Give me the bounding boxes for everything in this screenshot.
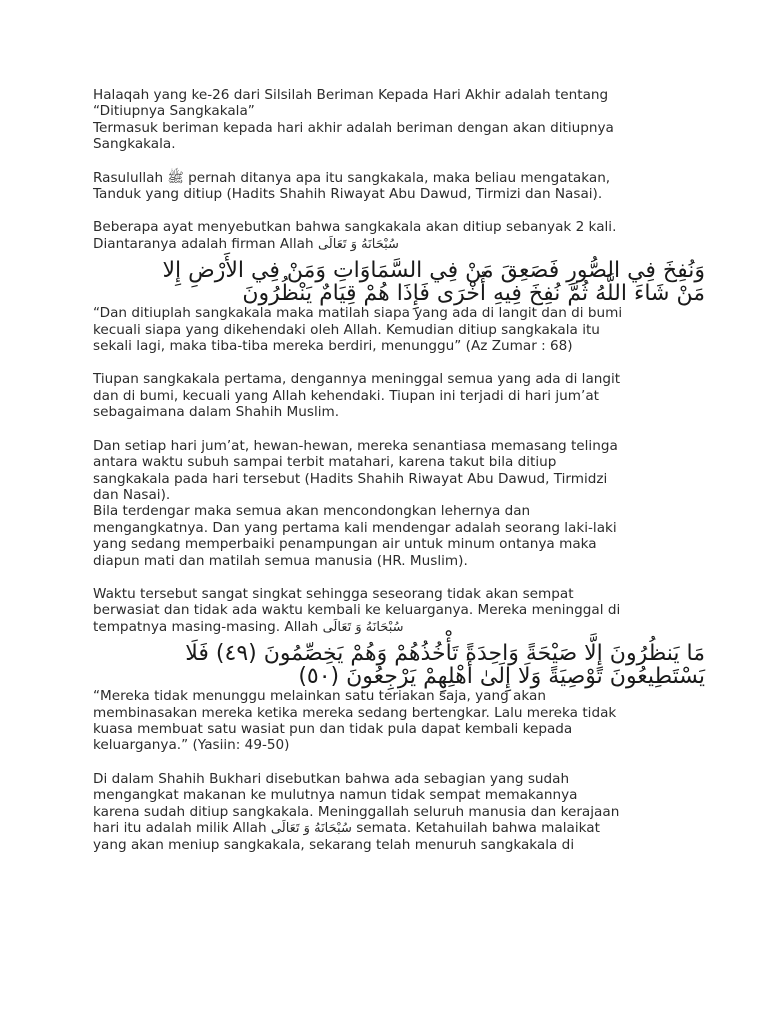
paragraph-ayat-intro bbox=[93, 219, 705, 253]
text-line: sebagaimana dalam Shahih Muslim. bbox=[93, 404, 340, 421]
text-line bbox=[93, 820, 705, 837]
text-line: berwasiat dan tidak ada waktu kembali ke keluarganya. Mereka meninggal di bbox=[93, 602, 621, 619]
text-fragment: hari itu adalah milik Allah bbox=[93, 820, 267, 836]
text-line: sangkakala pada hari tersebut (Hadits Shahih Riwayat Abu Dawud, Tirmidzi bbox=[93, 470, 608, 487]
text-fragment: Diantaranya adalah firman Allah bbox=[93, 235, 314, 252]
text-line: membinasakan mereka ketika mereka sedang bertengkar. Lalu mereka tidak bbox=[93, 704, 617, 721]
text-line: kuasa membuat satu wasiat pun dan tidak pula dapat kembali kepada bbox=[93, 720, 573, 737]
text-line: yang sedang memperbaiki penampungan air untuk minum ontanya maka bbox=[93, 536, 597, 553]
document-page bbox=[93, 87, 705, 871]
paragraph-bukhari bbox=[93, 771, 705, 854]
paragraph-friday bbox=[93, 438, 705, 569]
text-line: Di dalam Shahih Bukhari disebutkan bahwa ada sebagian yang sudah bbox=[93, 770, 570, 787]
text-line: diapun mati dan matilah semua manusia (HR. Muslim). bbox=[93, 552, 468, 569]
text-line: Sangkakala. bbox=[93, 136, 176, 153]
text-line bbox=[93, 236, 705, 253]
text-line: Termasuk beriman kepada hari akhir adalah beriman dengan akan ditiupnya bbox=[93, 119, 614, 136]
text-line: kecuali siapa yang dikehendaki oleh Allah. Kemudian ditiup sangkakala itu bbox=[93, 321, 600, 338]
arabic-honorific: سُبْحَانَهُ وَ تَعَالَى bbox=[317, 236, 399, 252]
arabic-verse-yasin bbox=[93, 642, 705, 688]
text-line: “Ditiupnya Sangkakala” bbox=[93, 103, 255, 120]
paragraph-translation-az-zumar bbox=[93, 305, 705, 354]
text-line: keluarganya.” (Yasiin: 49-50) bbox=[93, 737, 290, 754]
text-line: “Dan ditiuplah sangkakala maka matilah siapa yang ada di langit dan di bumi bbox=[93, 305, 623, 322]
arabic-verse-az-zumar bbox=[93, 259, 705, 305]
text-line: Tiupan sangkakala pertama, dengannya meninggal semua yang ada di langit bbox=[93, 371, 621, 388]
arabic-honorific: سُبْحَانَهُ وَ تَعَالَى bbox=[322, 619, 404, 635]
text-line: Halaqah yang ke-26 dari Silsilah Beriman Kepada Hari Akhir adalah tentang bbox=[93, 87, 609, 103]
arabic-line: يَسْتَطِيعُونَ تَوْصِيَةً وَلَا إِلَىٰ أَهْلِهِمْ يَرْجِعُونَ (٥٠) bbox=[298, 664, 705, 690]
text-line: Bila terdengar maka semua akan mencondongkan lehernya dan bbox=[93, 503, 531, 520]
text-line: antara waktu subuh sampai terbit matahari, karena takut bila ditiup bbox=[93, 454, 557, 471]
paragraph-intro bbox=[93, 87, 705, 153]
text-line: Dan setiap hari jum’at, hewan-hewan, mereka senantiasa memasang telinga bbox=[93, 437, 618, 454]
text-line: “Mereka tidak menunggu melainkan satu teriakan saja, yang akan bbox=[93, 688, 546, 705]
text-line: Beberapa ayat menyebutkan bahwa sangkakala akan ditiup sebanyak 2 kali. bbox=[93, 219, 617, 236]
text-line: sekali lagi, maka tiba-tiba mereka berdiri, menunggu” (Az Zumar : 68) bbox=[93, 338, 573, 355]
text-fragment: tempatnya masing-masing. Allah bbox=[93, 618, 319, 635]
text-line: dan Nasai). bbox=[93, 486, 171, 503]
text-line: mengangkat makanan ke mulutnya namun tidak sempat memakannya bbox=[93, 787, 578, 804]
text-line: Tanduk yang ditiup (Hadits Shahih Riwayat Abu Dawud, Tirmizi dan Nasai). bbox=[93, 186, 603, 203]
text-line: mengangkatnya. Dan yang pertama kali mendengar adalah seorang laki-laki bbox=[93, 519, 617, 536]
arabic-line: مَنْ شَاءَ اللَّهُ ثُمَّ نُفِخَ فِيهِ أُخْرَى فَإِذَا هُمْ قِيَامٌ يَنْظُرُونَ bbox=[242, 281, 705, 307]
text-line: yang akan meniup sangkakala, sekarang telah menuruh sangkakala di bbox=[93, 837, 575, 854]
paragraph-no-time bbox=[93, 586, 705, 636]
arabic-line: مَا يَنظُرُونَ إِلَّا صَيْحَةً وَاحِدَةً تَأْخُذُهُمْ وَهُمْ يَخِصِّمُونَ (٤٩) فَلَا bbox=[185, 641, 705, 667]
text-line bbox=[93, 619, 705, 636]
arabic-honorific: سُبْحَانَهُ وَ تَعَالَى bbox=[270, 821, 352, 836]
text-fragment: semata. Ketahuilah bahwa malaikat bbox=[356, 820, 600, 836]
paragraph-hadith-sangkakala bbox=[93, 170, 705, 203]
arabic-line: وَنُفِخَ فِي الصُّورِ فَصَعِقَ مَنْ فِي السَّمَاوَاتِ وَمَنْ فِي الأَرْضِ إِلا bbox=[162, 258, 705, 284]
text-line: dan di bumi, kecuali yang Allah kehendaki. Tiupan ini terjadi di hari jum’at bbox=[93, 387, 599, 404]
text-line: Waktu tersebut sangat singkat sehingga seseorang tidak akan sempat bbox=[93, 585, 574, 602]
text-line: karena sudah ditiup sangkakala. Meninggallah seluruh manusia dan kerajaan bbox=[93, 803, 620, 820]
text-line: Rasulullah ﷺ pernah ditanya apa itu sangkakala, maka beliau mengatakan, bbox=[93, 169, 611, 186]
paragraph-first-blow bbox=[93, 371, 705, 420]
paragraph-translation-yasin bbox=[93, 688, 705, 754]
